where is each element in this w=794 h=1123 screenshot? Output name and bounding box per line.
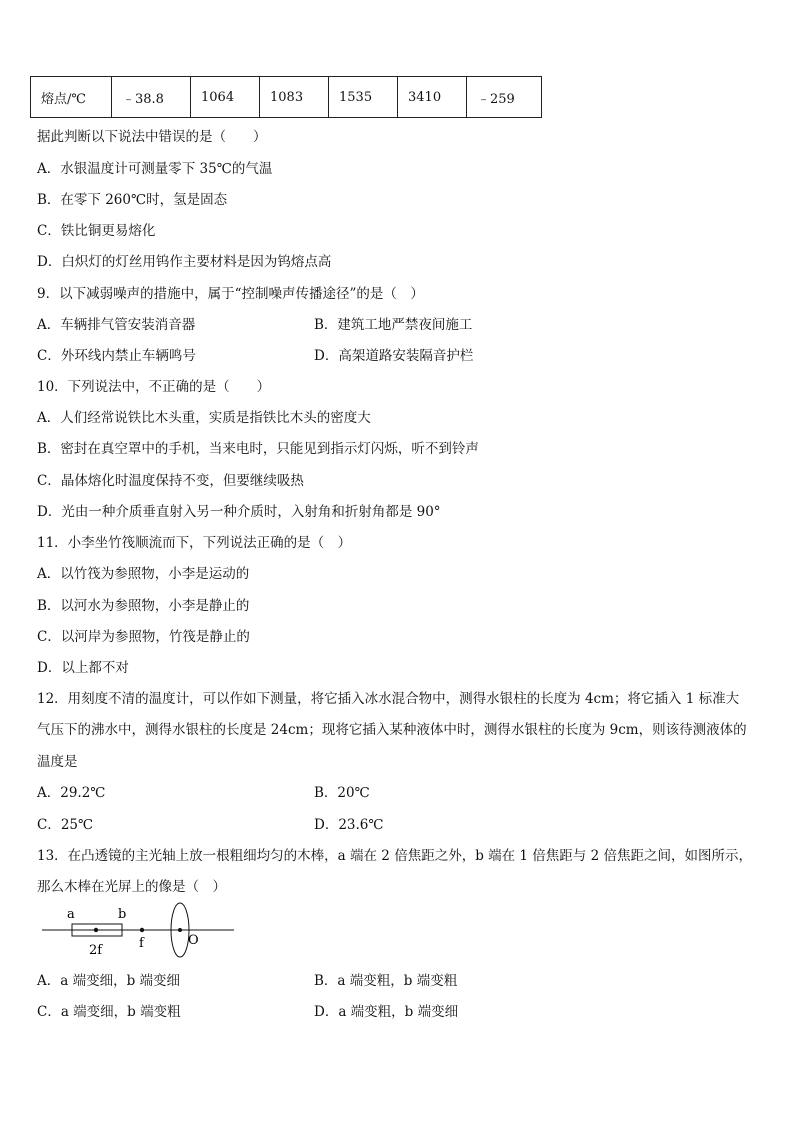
q9-option-d: D．高架道路安装隔音护栏: [314, 348, 474, 364]
question-intro: 据此判断以下说法中错误的是（ ）: [37, 129, 267, 145]
q10-option-b: B．密封在真空罩中的手机，当来电时，只能见到指示灯闪烁，听不到铃声: [37, 441, 479, 457]
table-header-cell: 熔点/℃: [31, 77, 112, 118]
2f-point-dot: [94, 928, 98, 932]
table-row: [31, 77, 542, 118]
f-point-dot: [140, 928, 144, 932]
q8-option-d: D．白炽灯的灯丝用钨作主要材料是因为钨熔点高: [37, 254, 332, 270]
q12-option-c: C．25℃: [37, 817, 94, 833]
lens-diagram: [38, 900, 238, 962]
q11-option-d: D．以上都不对: [37, 660, 129, 676]
q9-option-a: A．车辆排气管安装消音器: [37, 317, 196, 333]
q13-stem-line1: 13．在凸透镜的主光轴上放一根粗细均匀的木棒，a 端在 2 倍焦距之外，b 端在 1 倍焦距与 2 倍焦距之间，如图所示，: [37, 848, 752, 864]
q12-option-b: B．20℃: [314, 785, 370, 801]
q10-option-d: D．光由一种介质垂直射入另一种介质时，入射角和折射角都是 90°: [37, 504, 441, 520]
q12-stem-line1: 12．用刻度不清的温度计，可以作如下测量，将它插入冰水混合物中，测得水银柱的长度为 4cm；将它插入 1 标准大: [37, 691, 740, 707]
label-b: b: [118, 907, 127, 922]
q11-stem: 11．小李坐竹筏顺流而下，下列说法正确的是（ ）: [37, 535, 352, 551]
label-o: O: [188, 933, 199, 948]
table-cell: ﹣38.8: [112, 77, 191, 118]
table-cell: 3410: [398, 77, 467, 118]
table-cell: 1083: [260, 77, 329, 118]
melting-point-table: [30, 76, 542, 118]
q12-stem-line3: 温度是: [37, 754, 78, 770]
q9-stem: 9．以下减弱噪声的措施中，属于“控制噪声传播途径”的是（ ）: [37, 286, 424, 302]
q8-option-c: C．铁比铜更易熔化: [37, 223, 156, 239]
label-f: f: [139, 936, 144, 951]
label-2f: 2f: [89, 943, 103, 958]
label-a: a: [67, 907, 75, 922]
q13-option-c: C．a 端变细，b 端变粗: [37, 1004, 181, 1020]
q8-option-b: B．在零下 260℃时，氢是固态: [37, 192, 228, 208]
q13-option-b: B．a 端变粗，b 端变粗: [314, 973, 458, 989]
q9-option-b: B．建筑工地严禁夜间施工: [314, 317, 473, 333]
q9-option-c: C．外环线内禁止车辆鸣号: [37, 348, 196, 364]
table-cell: 1535: [329, 77, 398, 118]
q13-stem-line2: 那么木棒在光屏上的像是（ ）: [37, 879, 226, 895]
lens-center-dot: [178, 928, 182, 932]
q10-option-a: A．人们经常说铁比木头重，实质是指铁比木头的密度大: [37, 410, 371, 426]
q12-option-a: A．29.2℃: [37, 785, 106, 801]
q13-option-a: A．a 端变细，b 端变细: [37, 973, 181, 989]
q11-option-c: C．以河岸为参照物，竹筏是静止的: [37, 629, 250, 645]
q11-option-a: A．以竹筏为参照物，小李是运动的: [37, 566, 250, 582]
table-cell: ﹣259: [467, 77, 542, 118]
q8-option-a: A．水银温度计可测量零下 35℃的气温: [37, 161, 273, 177]
q11-option-b: B．以河水为参照物，小李是静止的: [37, 598, 250, 614]
q13-option-d: D．a 端变粗，b 端变细: [314, 1004, 459, 1020]
q10-option-c: C．晶体熔化时温度保持不变，但要继续吸热: [37, 473, 304, 489]
q12-option-d: D．23.6℃: [314, 817, 384, 833]
q10-stem: 10．下列说法中，不正确的是（ ）: [37, 379, 271, 395]
table-cell: 1064: [191, 77, 260, 118]
q12-stem-line2: 气压下的沸水中，测得水银柱的长度是 24cm；现将它插入某种液体中时，测得水银柱的长度为 9cm，则该待测液体的: [37, 722, 747, 738]
